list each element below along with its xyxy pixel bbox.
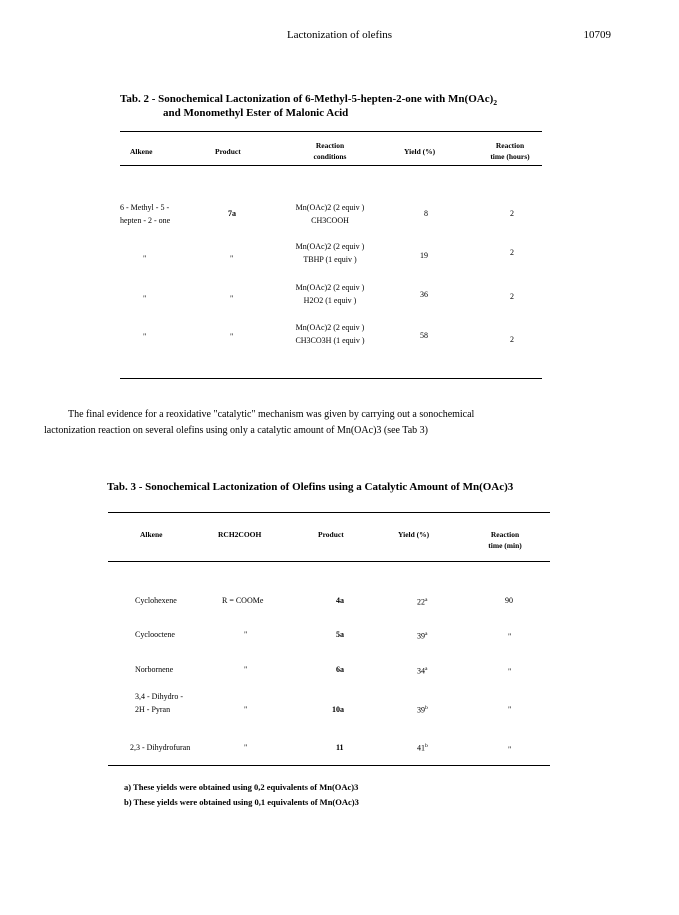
table3-row0-reagent: R = COOMe — [222, 596, 264, 605]
table2-row0-cond-line2: CH3COOH — [311, 216, 349, 225]
table3-row1-yield-value: 39 — [417, 631, 425, 641]
table3-header-time-line2: time (min) — [488, 541, 522, 550]
table3-caption: Tab. 3 - Sonochemical Lactonization of Olefins using a Catalytic Amount of Mn(OAc)3 — [107, 481, 514, 493]
body-paragraph-line2: lactonization reaction on several olefins using only a catalytic amount of Mn(OAc)3 (see Tab 3) — [44, 425, 428, 436]
table3-row3-yield-note: b — [425, 705, 428, 711]
table3-row0-time: 90 — [505, 596, 513, 605]
table3-row4-product: 11 — [336, 743, 344, 752]
running-title: Lactonization of olefins — [286, 29, 393, 41]
table3-top-rule — [108, 512, 550, 513]
table3-row4-time: " — [508, 745, 512, 754]
table3-row2-yield — [417, 663, 427, 678]
table2-header-time-line2: time (hours) — [490, 152, 530, 161]
table2-header-time-line1: Reaction — [495, 141, 525, 150]
table3-header-yield: Yield (%) — [398, 530, 430, 539]
table3-footnote-a: a) These yields were obtained using 0,2 equivalents of Mn(OAc)3 — [124, 782, 359, 792]
table2-row0-conditions — [280, 201, 380, 227]
table3-row0-alkene: Cyclohexene — [135, 596, 177, 605]
table3-row1-time: " — [508, 632, 512, 641]
table2-row3-product: " — [230, 332, 234, 341]
table2-row0-alkene-line2: hepten - 2 - one — [120, 216, 171, 225]
table3-header-alkene: Alkene — [140, 530, 163, 539]
table2-row3-conditions — [280, 321, 380, 347]
table3-row4-reagent: " — [244, 743, 248, 752]
table3-header-reagent: RCH2COOH — [218, 530, 262, 539]
table2-header-time — [475, 140, 545, 162]
table2-header-rule — [120, 165, 542, 166]
table2-row1-cond-line1: Mn(OAc)2 (2 equiv ) — [295, 242, 365, 251]
table2-row0-cond-line1: Mn(OAc)2 (2 equiv ) — [295, 203, 365, 212]
table2-header-conditions-line1: Reaction — [315, 141, 345, 150]
table2-header-yield: Yield (%) — [404, 147, 436, 156]
table3-row4-yield-value: 41 — [417, 743, 425, 753]
page-number: 10709 — [583, 29, 611, 41]
table2-row2-cond-line1: Mn(OAc)2 (2 equiv ) — [295, 283, 365, 292]
table3-row3-yield-value: 39 — [417, 705, 425, 715]
table2-row2-product: " — [230, 294, 234, 303]
table2-row0-alkene-line1: 6 - Methyl - 5 - — [120, 203, 170, 212]
table2-row1-conditions — [280, 240, 380, 266]
table3-row2-alkene: Norbornene — [135, 665, 174, 674]
table3-row3-alkene-line2: 2H - Pyran — [135, 705, 171, 714]
table3-header-product: Product — [318, 530, 344, 539]
table2-row2-cond-line2: H2O2 (1 equiv ) — [303, 296, 357, 305]
table2-caption-sub: 2 — [493, 98, 498, 108]
table2-row0-product: 7a — [228, 209, 236, 218]
table-row — [120, 201, 170, 227]
table3-header-time — [470, 529, 540, 551]
table3-header-time-line1: Reaction — [490, 530, 520, 539]
table2-row2-yield: 36 — [420, 290, 428, 299]
table3-row2-yield-value: 34 — [417, 666, 425, 676]
table3-header-rule — [108, 561, 550, 562]
table2-row1-yield: 19 — [420, 251, 428, 260]
table3-row2-product: 6a — [336, 665, 344, 674]
table2-header-product: Product — [215, 147, 241, 156]
table2-top-rule — [120, 131, 542, 132]
table2-header-conditions-line2: conditions — [313, 152, 347, 161]
table2-caption-line1: Sonochemical Lactonization of 6-Methyl-5-hepten-2-one with Mn(OAc) — [158, 93, 494, 105]
table3-row0-yield — [417, 594, 427, 609]
table3-row1-alkene: Cyclooctene — [135, 630, 175, 639]
body-paragraph-line1: The final evidence for a reoxidative "catalytic" mechanism was given by carrying out a sonochemical — [68, 409, 475, 420]
table3-row2-yield-note: a — [425, 666, 428, 672]
table3-row2-time: " — [508, 667, 512, 676]
table3-row4-yield-note: b — [425, 743, 428, 749]
table2-row1-cond-line2: TBHP (1 equiv ) — [303, 255, 357, 264]
table2-header-conditions — [290, 140, 370, 162]
table2-bottom-rule — [120, 378, 542, 379]
table3-row3-time: " — [508, 705, 512, 714]
table3-row4-yield — [417, 740, 428, 755]
table2-row0-time: 2 — [510, 209, 514, 218]
table3-row2-reagent: " — [244, 665, 248, 674]
table3-row1-reagent: " — [244, 630, 248, 639]
table2-row2-time: 2 — [510, 292, 514, 301]
table3-row0-yield-value: 22 — [417, 597, 425, 607]
table2-row3-cond-line2: CH3CO3H (1 equiv ) — [295, 336, 365, 345]
table3-row1-yield-note: a — [425, 631, 428, 637]
table2-row0-yield: 8 — [424, 209, 428, 218]
table3-row0-product: 4a — [336, 596, 344, 605]
table3-row3-product: 10a — [332, 705, 344, 714]
table2-row1-time: 2 — [510, 248, 514, 257]
table3-bottom-rule — [108, 765, 550, 766]
table2-row3-cond-line1: Mn(OAc)2 (2 equiv ) — [295, 323, 365, 332]
table3-row0-yield-note: a — [425, 597, 428, 603]
table3-row3-reagent: " — [244, 705, 248, 714]
table2-row3-yield: 58 — [420, 331, 428, 340]
table2-row2-alkene: " — [143, 294, 147, 303]
table2-row3-time: 2 — [510, 335, 514, 344]
table2-row2-conditions — [280, 281, 380, 307]
table3-row3-alkene-line1: 3,4 - Dihydro - — [135, 692, 183, 701]
table2-row1-alkene: " — [143, 254, 147, 263]
table2-row3-alkene: " — [143, 332, 147, 341]
table3-row3-yield — [417, 702, 428, 717]
table2-caption-prefix: Tab. 2 - — [120, 93, 159, 105]
table3-row4-alkene: 2,3 - Dihydrofuran — [130, 743, 191, 752]
table3-row1-yield — [417, 628, 427, 643]
table3-row3-alkene — [135, 690, 183, 716]
table2-row1-product: " — [230, 254, 234, 263]
table2-caption-line2: and Monomethyl Ester of Malonic Acid — [163, 107, 349, 119]
table2-header-alkene: Alkene — [130, 147, 153, 156]
table3-row1-product: 5a — [336, 630, 344, 639]
table3-footnote-b: b) These yields were obtained using 0,1 equivalents of Mn(OAc)3 — [124, 797, 359, 807]
